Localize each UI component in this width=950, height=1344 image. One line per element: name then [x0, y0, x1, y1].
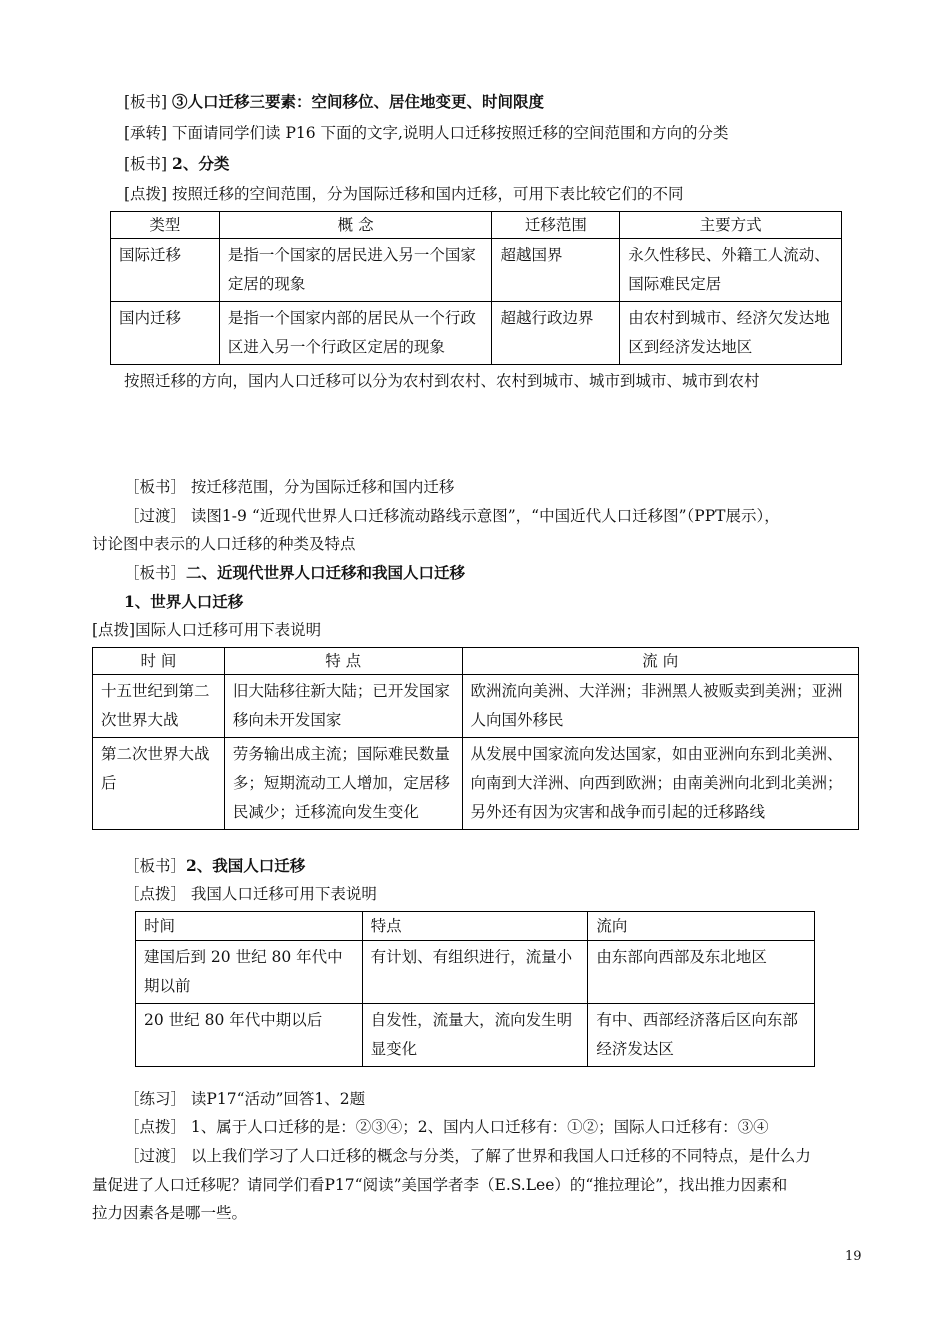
header-cell: 特 点: [224, 648, 462, 675]
china-migration-table: [135, 911, 815, 1067]
table-cell: 从发展中国家流向发达国家，如由亚洲向东到北美洲、向南到大洋洲、向西到欧洲；由南美洲向北到北美洲；另外还有因为灾害和战争而引起的迁移路线: [462, 738, 858, 830]
header-cell: 迁移范围: [492, 212, 620, 239]
hint-paragraph: [点拨] 按照迁移的空间范围，分为国际迁移和国内迁移，可用下表比较它们的不同: [124, 185, 684, 203]
direction-paragraph: 按照迁移的方向，国内人口迁移可以分为农村到农村、农村到城市、城市到城市、城市到农村: [124, 372, 760, 390]
hint-china: ［点拨］ 我国人口迁移可用下表说明: [124, 885, 377, 903]
transition-paragraph-2b: 讨论图中表示的人口迁移的种类及特点: [92, 535, 356, 553]
table-row: [136, 941, 815, 1004]
table-cell: 建国后到 20 世纪 80 年代中期以前: [136, 941, 363, 1004]
header-cell: 流 向: [462, 648, 858, 675]
transition-paragraph-3b: 量促进了人口迁移呢？请同学们看P17“阅读”美国学者李（E.S.Lee）的“推拉理论”，找出推力因素和: [92, 1176, 788, 1194]
table-cell: 旧大陆移往新大陆；已开发国家移向未开发国家: [224, 675, 462, 738]
migration-type-table: [110, 211, 842, 365]
heading-text: ③人口迁移三要素：空间移位、居住地变更、时间限度: [172, 92, 545, 111]
table-cell: 由东部向西部及东北地区: [588, 941, 815, 1004]
board-note-section-two: [124, 563, 465, 583]
table-cell: 是指一个国家内部的居民从一个行政区进入另一个行政区定居的现象: [219, 302, 492, 365]
tag: ［板书］: [124, 857, 187, 875]
table-cell: 十五世纪到第二次世界大战: [93, 675, 225, 738]
transition-paragraph: [承转] 下面请同学们读 P16 下面的文字,说明人口迁移按照迁移的空间范围和方向的分类: [124, 124, 729, 142]
heading-text: 2、分类: [172, 154, 230, 173]
table-cell: 由农村到城市、经济欠发达地区到经济发达地区: [620, 302, 842, 365]
tag: [板书]: [124, 93, 168, 111]
subheading-world-migration: 1、世界人口迁移: [124, 592, 244, 611]
table-cell: 20 世纪 80 年代中期以后: [136, 1004, 363, 1067]
table-cell: 永久性移民、外籍工人流动、国际难民定居: [620, 239, 842, 302]
table-cell: 国际迁移: [111, 239, 220, 302]
header-cell: 流向: [588, 912, 815, 941]
table-cell: 国内迁移: [111, 302, 220, 365]
table-header-row: [111, 212, 842, 239]
table-cell: 自发性，流量大，流向发生明显变化: [362, 1004, 588, 1067]
board-note-china-migration: [124, 856, 305, 876]
board-note-three-elements: [124, 92, 544, 112]
table-row: [111, 302, 842, 365]
table-cell: 有中、西部经济落后区向东部经济发达区: [588, 1004, 815, 1067]
tag: [板书]: [124, 155, 168, 173]
header-cell: 时间: [136, 912, 363, 941]
world-migration-table: [92, 647, 859, 830]
table-header-row: [93, 648, 859, 675]
header-cell: 主要方式: [620, 212, 842, 239]
table-row: [93, 675, 859, 738]
table-cell: 是指一个国家的居民进入另一个国家定居的现象: [219, 239, 492, 302]
header-cell: 概 念: [219, 212, 492, 239]
table-cell: 劳务输出成主流；国际难民数量多；短期流动工人增加，定居移民减少；迁移流向发生变化: [224, 738, 462, 830]
table-cell: 超越行政边界: [492, 302, 620, 365]
heading-text: 二、近现代世界人口迁移和我国人口迁移: [186, 563, 466, 582]
answer-hint-paragraph: ［点拨］ 1、属于人口迁移的是：②③④；2、国内人口迁移有：①②；国际人口迁移有：③④: [124, 1118, 769, 1136]
board-note-range: ［板书］ 按迁移范围，分为国际迁移和国内迁移: [124, 478, 455, 496]
table-row: [136, 1004, 815, 1067]
header-cell: 特点: [362, 912, 588, 941]
table-cell: 欧洲流向美洲、大洋洲；非洲黑人被贩卖到美洲；亚洲人向国外移民: [462, 675, 858, 738]
table-cell: 第二次世界大战后: [93, 738, 225, 830]
header-cell: 类型: [111, 212, 220, 239]
table-header-row: [136, 912, 815, 941]
board-note-classification: [124, 154, 229, 174]
table-cell: 超越国界: [492, 239, 620, 302]
hint-international: [点拨]国际人口迁移可用下表说明: [92, 621, 322, 639]
table-cell: 有计划、有组织进行，流量小: [362, 941, 588, 1004]
exercise-paragraph: ［练习］ 读P17“活动”回答1、2题: [124, 1090, 366, 1108]
tag: ［板书］: [124, 564, 187, 582]
transition-paragraph-2a: ［过渡］ 读图1-9 “近现代世界人口迁移流动路线示意图”，“中国近代人口迁移图”（PPT展示），: [124, 507, 780, 525]
header-cell: 时 间: [93, 648, 225, 675]
page-number: 19: [845, 1249, 862, 1264]
transition-paragraph-3c: 拉力因素各是哪一些。: [92, 1204, 248, 1222]
table-row: [111, 239, 842, 302]
transition-paragraph-3a: ［过渡］ 以上我们学习了人口迁移的概念与分类，了解了世界和我国人口迁移的不同特点，是什么力: [124, 1147, 811, 1165]
heading-text: 2、我国人口迁移: [186, 856, 306, 875]
table-row: [93, 738, 859, 830]
